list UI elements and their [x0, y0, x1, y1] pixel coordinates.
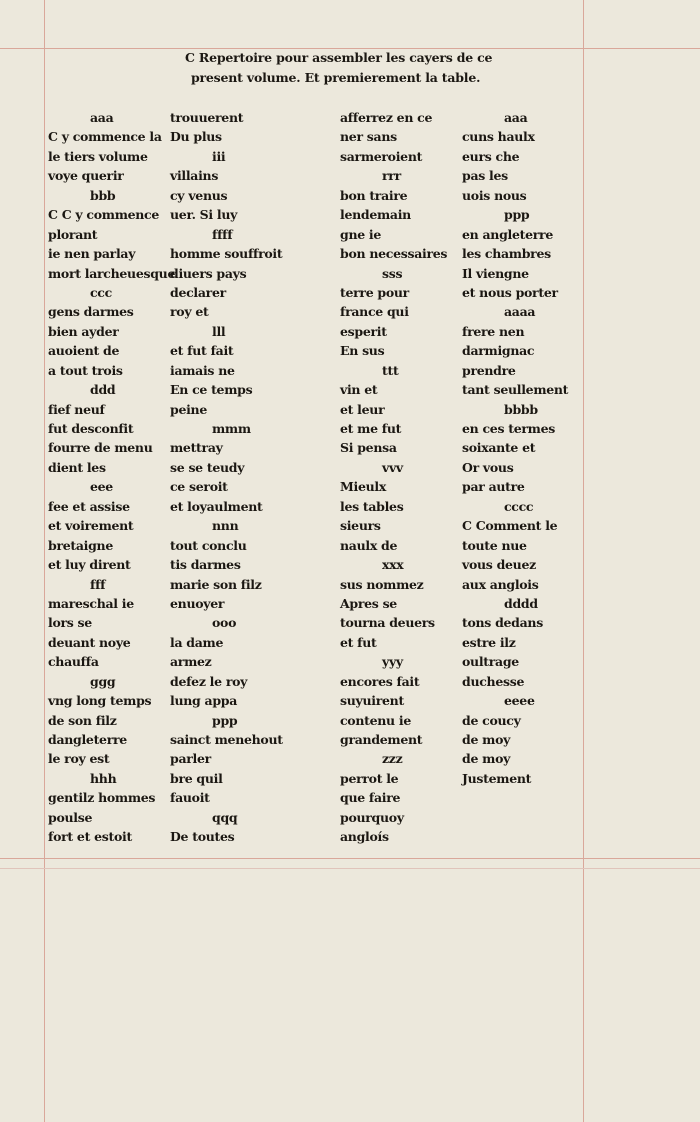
catchword-line: mareschal ie	[48, 595, 134, 611]
catchword-line: pas les	[462, 168, 508, 184]
catchword-line: esperit	[340, 323, 387, 339]
catchword-line: soixante et	[462, 440, 536, 456]
page-title	[185, 48, 545, 88]
catchword-line: Mieulx	[340, 479, 387, 495]
signature-mark: ggg	[90, 673, 116, 689]
catchword-line: Du plus	[170, 129, 222, 145]
catchword-line: par autre	[462, 479, 525, 495]
signature-mark: ooo	[212, 615, 237, 631]
margin-rule-bottom-faint	[0, 868, 700, 869]
catchword-line: tant seullement	[462, 382, 569, 398]
catchword-line: ner sans	[340, 129, 397, 145]
catchword-line: grandement	[340, 732, 423, 747]
catchword-line: trouuerent	[170, 110, 244, 125]
catchword-line: et voirement	[48, 518, 134, 534]
catchword-line: fort et estoit	[48, 829, 132, 845]
catchword-line: les chambres	[462, 246, 551, 262]
catchword-line: et nous porter	[462, 284, 558, 300]
catchword-line: uois nous	[462, 187, 527, 203]
register-column-4	[462, 108, 568, 788]
catchword-line: bre quil	[170, 770, 223, 786]
margin-rule-left	[44, 0, 45, 1122]
catchword-line: diuers pays	[170, 265, 247, 281]
catchword-line: parler	[170, 751, 211, 767]
catchword-line: fut desconfit	[48, 421, 134, 436]
title-line-2: present volume. Et premierement la table.	[191, 70, 481, 85]
catchword-line: marie son filz	[170, 576, 262, 592]
catchword-line: sieurs	[340, 518, 381, 534]
catchword-line: villains	[170, 168, 219, 184]
catchword-line: toute nue	[462, 537, 527, 553]
signature-mark: bbbb	[504, 401, 538, 417]
catchword-line: roy et	[170, 304, 209, 320]
catchword-line: dient les	[48, 459, 106, 475]
catchword-line: C Comment le	[462, 518, 558, 534]
catchword-line: uer. Si luy	[170, 207, 238, 223]
catchword-line: encores fait	[340, 673, 420, 689]
catchword-line: bon traire	[340, 187, 408, 203]
catchword-line: C y commence la	[48, 129, 162, 145]
signature-mark: nnn	[212, 518, 239, 534]
catchword-line: mort larcheuesque	[48, 265, 176, 281]
signature-mark: ppp	[504, 207, 530, 223]
signature-mark: fff	[90, 576, 106, 592]
catchword-line: vin et	[340, 382, 378, 398]
catchword-line: lendemain	[340, 207, 411, 223]
catchword-line: de son filz	[48, 712, 117, 728]
catchword-line: naulx de	[340, 537, 398, 553]
signature-mark: dddd	[504, 595, 538, 611]
signature-mark: ttt	[382, 362, 399, 378]
catchword-line: Si pensa	[340, 440, 397, 456]
catchword-line: Il viengne	[462, 265, 529, 281]
catchword-line: chauffa	[48, 654, 99, 670]
catchword-line: sarmeroient	[340, 148, 423, 164]
catchword-line: de moy	[462, 732, 511, 747]
catchword-line: iamais ne	[170, 362, 235, 378]
catchword-line: bon necessaires	[340, 246, 448, 262]
catchword-line: contenu ie	[340, 712, 411, 728]
catchword-line: enuoyer	[170, 595, 225, 611]
catchword-line: en angleterre	[462, 226, 553, 242]
catchword-line: De toutes	[170, 829, 235, 845]
catchword-line: gne ie	[340, 226, 382, 242]
catchword-line: bretaigne	[48, 537, 113, 553]
catchword-line: eurs che	[462, 148, 520, 164]
catchword-line: suyuirent	[340, 693, 404, 709]
catchword-line: voye querir	[48, 168, 124, 184]
catchword-line: En sus	[340, 343, 385, 359]
margin-rule-bottom	[0, 858, 700, 859]
catchword-line: et fut fait	[170, 343, 234, 359]
catchword-line: vng long temps	[48, 693, 152, 709]
signature-mark: yyy	[382, 654, 403, 670]
catchword-line: afferrez en ce	[340, 110, 433, 125]
signature-mark: xxx	[382, 557, 404, 573]
signature-mark: sss	[382, 265, 403, 281]
register-column-3	[340, 108, 447, 847]
signature-mark: bbb	[90, 187, 116, 203]
catchword-line: oultrage	[462, 654, 519, 670]
catchword-line: a tout trois	[48, 362, 123, 378]
catchword-line: que faire	[340, 790, 401, 806]
catchword-line: tons dedans	[462, 615, 543, 631]
catchword-line: terre pour	[340, 284, 409, 300]
catchword-line: france qui	[340, 304, 409, 320]
catchword-line: tourna deuers	[340, 615, 435, 631]
signature-mark: cccc	[504, 498, 534, 514]
catchword-line: tout conclu	[170, 537, 247, 553]
catchword-line: homme souffroit	[170, 246, 283, 262]
catchword-line: auoient de	[48, 343, 120, 359]
title-line-1: C Repertoire pour assembler les cayers de ce	[185, 50, 493, 65]
catchword-line: se se teudy	[170, 459, 245, 475]
catchword-line: fee et assise	[48, 498, 130, 514]
catchword-line: en ces termes	[462, 421, 555, 436]
catchword-line: cuns haulx	[462, 129, 535, 145]
catchword-line: pourquoy	[340, 809, 404, 825]
catchword-line: Apres se	[340, 595, 397, 611]
catchword-line: estre ilz	[462, 634, 516, 650]
signature-mark: vvv	[382, 459, 403, 475]
signature-mark: aaaa	[504, 304, 536, 320]
signature-mark: hhh	[90, 770, 117, 786]
signature-mark: lll	[212, 323, 226, 339]
catchword-line: perrot le	[340, 770, 399, 786]
catchword-line: peine	[170, 401, 207, 417]
catchword-line: de moy	[462, 751, 511, 767]
catchword-line: fauoit	[170, 790, 210, 806]
catchword-line: sainct menehout	[170, 732, 283, 747]
catchword-line: poulse	[48, 809, 93, 825]
catchword-line: gentilz hommes	[48, 790, 156, 806]
catchword-line: les tables	[340, 498, 404, 514]
signature-mark: aaa	[90, 110, 114, 125]
signature-mark: eee	[90, 479, 113, 495]
catchword-line: lors se	[48, 615, 92, 631]
catchword-line: deuant noye	[48, 634, 131, 650]
catchword-line: la dame	[170, 634, 224, 650]
catchword-line: angloís	[340, 829, 389, 845]
catchword-line: prendre	[462, 362, 516, 378]
catchword-line: ce seroit	[170, 479, 228, 495]
catchword-line: le tiers volume	[48, 148, 148, 164]
register-column-2	[170, 108, 283, 847]
catchword-line: sus nommez	[340, 576, 424, 592]
catchword-line: le roy est	[48, 751, 110, 767]
signature-mark: zzz	[382, 751, 403, 767]
signature-mark: iii	[212, 148, 226, 164]
catchword-line: fourre de menu	[48, 440, 153, 456]
catchword-line: bien ayder	[48, 323, 119, 339]
catchword-line: ie nen parlay	[48, 246, 136, 262]
catchword-line: gens darmes	[48, 304, 134, 320]
catchword-line: Or vous	[462, 459, 514, 475]
signature-mark: qqq	[212, 809, 238, 825]
catchword-line: aux anglois	[462, 576, 539, 592]
signature-mark: eeee	[504, 693, 535, 709]
register-column-1	[48, 108, 175, 847]
catchword-line: duchesse	[462, 673, 525, 689]
signature-mark: rrr	[382, 168, 401, 184]
catchword-line: C C y commence	[48, 207, 160, 223]
signature-mark: aaa	[504, 110, 528, 125]
catchword-line: declarer	[170, 284, 226, 300]
catchword-line: cy venus	[170, 187, 228, 203]
catchword-line: frere nen	[462, 323, 525, 339]
catchword-line: armez	[170, 654, 212, 670]
catchword-line: et luy dirent	[48, 557, 131, 573]
catchword-line: Justement	[462, 770, 532, 786]
catchword-line: fief neuf	[48, 401, 105, 417]
signature-mark: mmm	[212, 421, 251, 436]
signature-mark: ppp	[212, 712, 238, 728]
catchword-line: et loyaulment	[170, 498, 263, 514]
catchword-line: lung appa	[170, 693, 237, 709]
catchword-line: mettray	[170, 440, 223, 456]
catchword-line: et me fut	[340, 421, 402, 436]
catchword-line: plorant	[48, 226, 98, 242]
margin-rule-right	[583, 0, 584, 1122]
catchword-line: tis darmes	[170, 557, 241, 573]
catchword-line: defez le roy	[170, 673, 248, 689]
catchword-line: de coucy	[462, 712, 521, 728]
catchword-line: dangleterre	[48, 732, 127, 747]
signature-mark: ddd	[90, 382, 116, 398]
catchword-line: En ce temps	[170, 382, 253, 398]
catchword-line: vous deuez	[462, 557, 536, 573]
catchword-line: et fut	[340, 634, 377, 650]
catchword-line: et leur	[340, 401, 385, 417]
signature-mark: ffff	[212, 226, 233, 242]
signature-mark: ccc	[90, 284, 112, 300]
catchword-line: darmignac	[462, 343, 535, 359]
